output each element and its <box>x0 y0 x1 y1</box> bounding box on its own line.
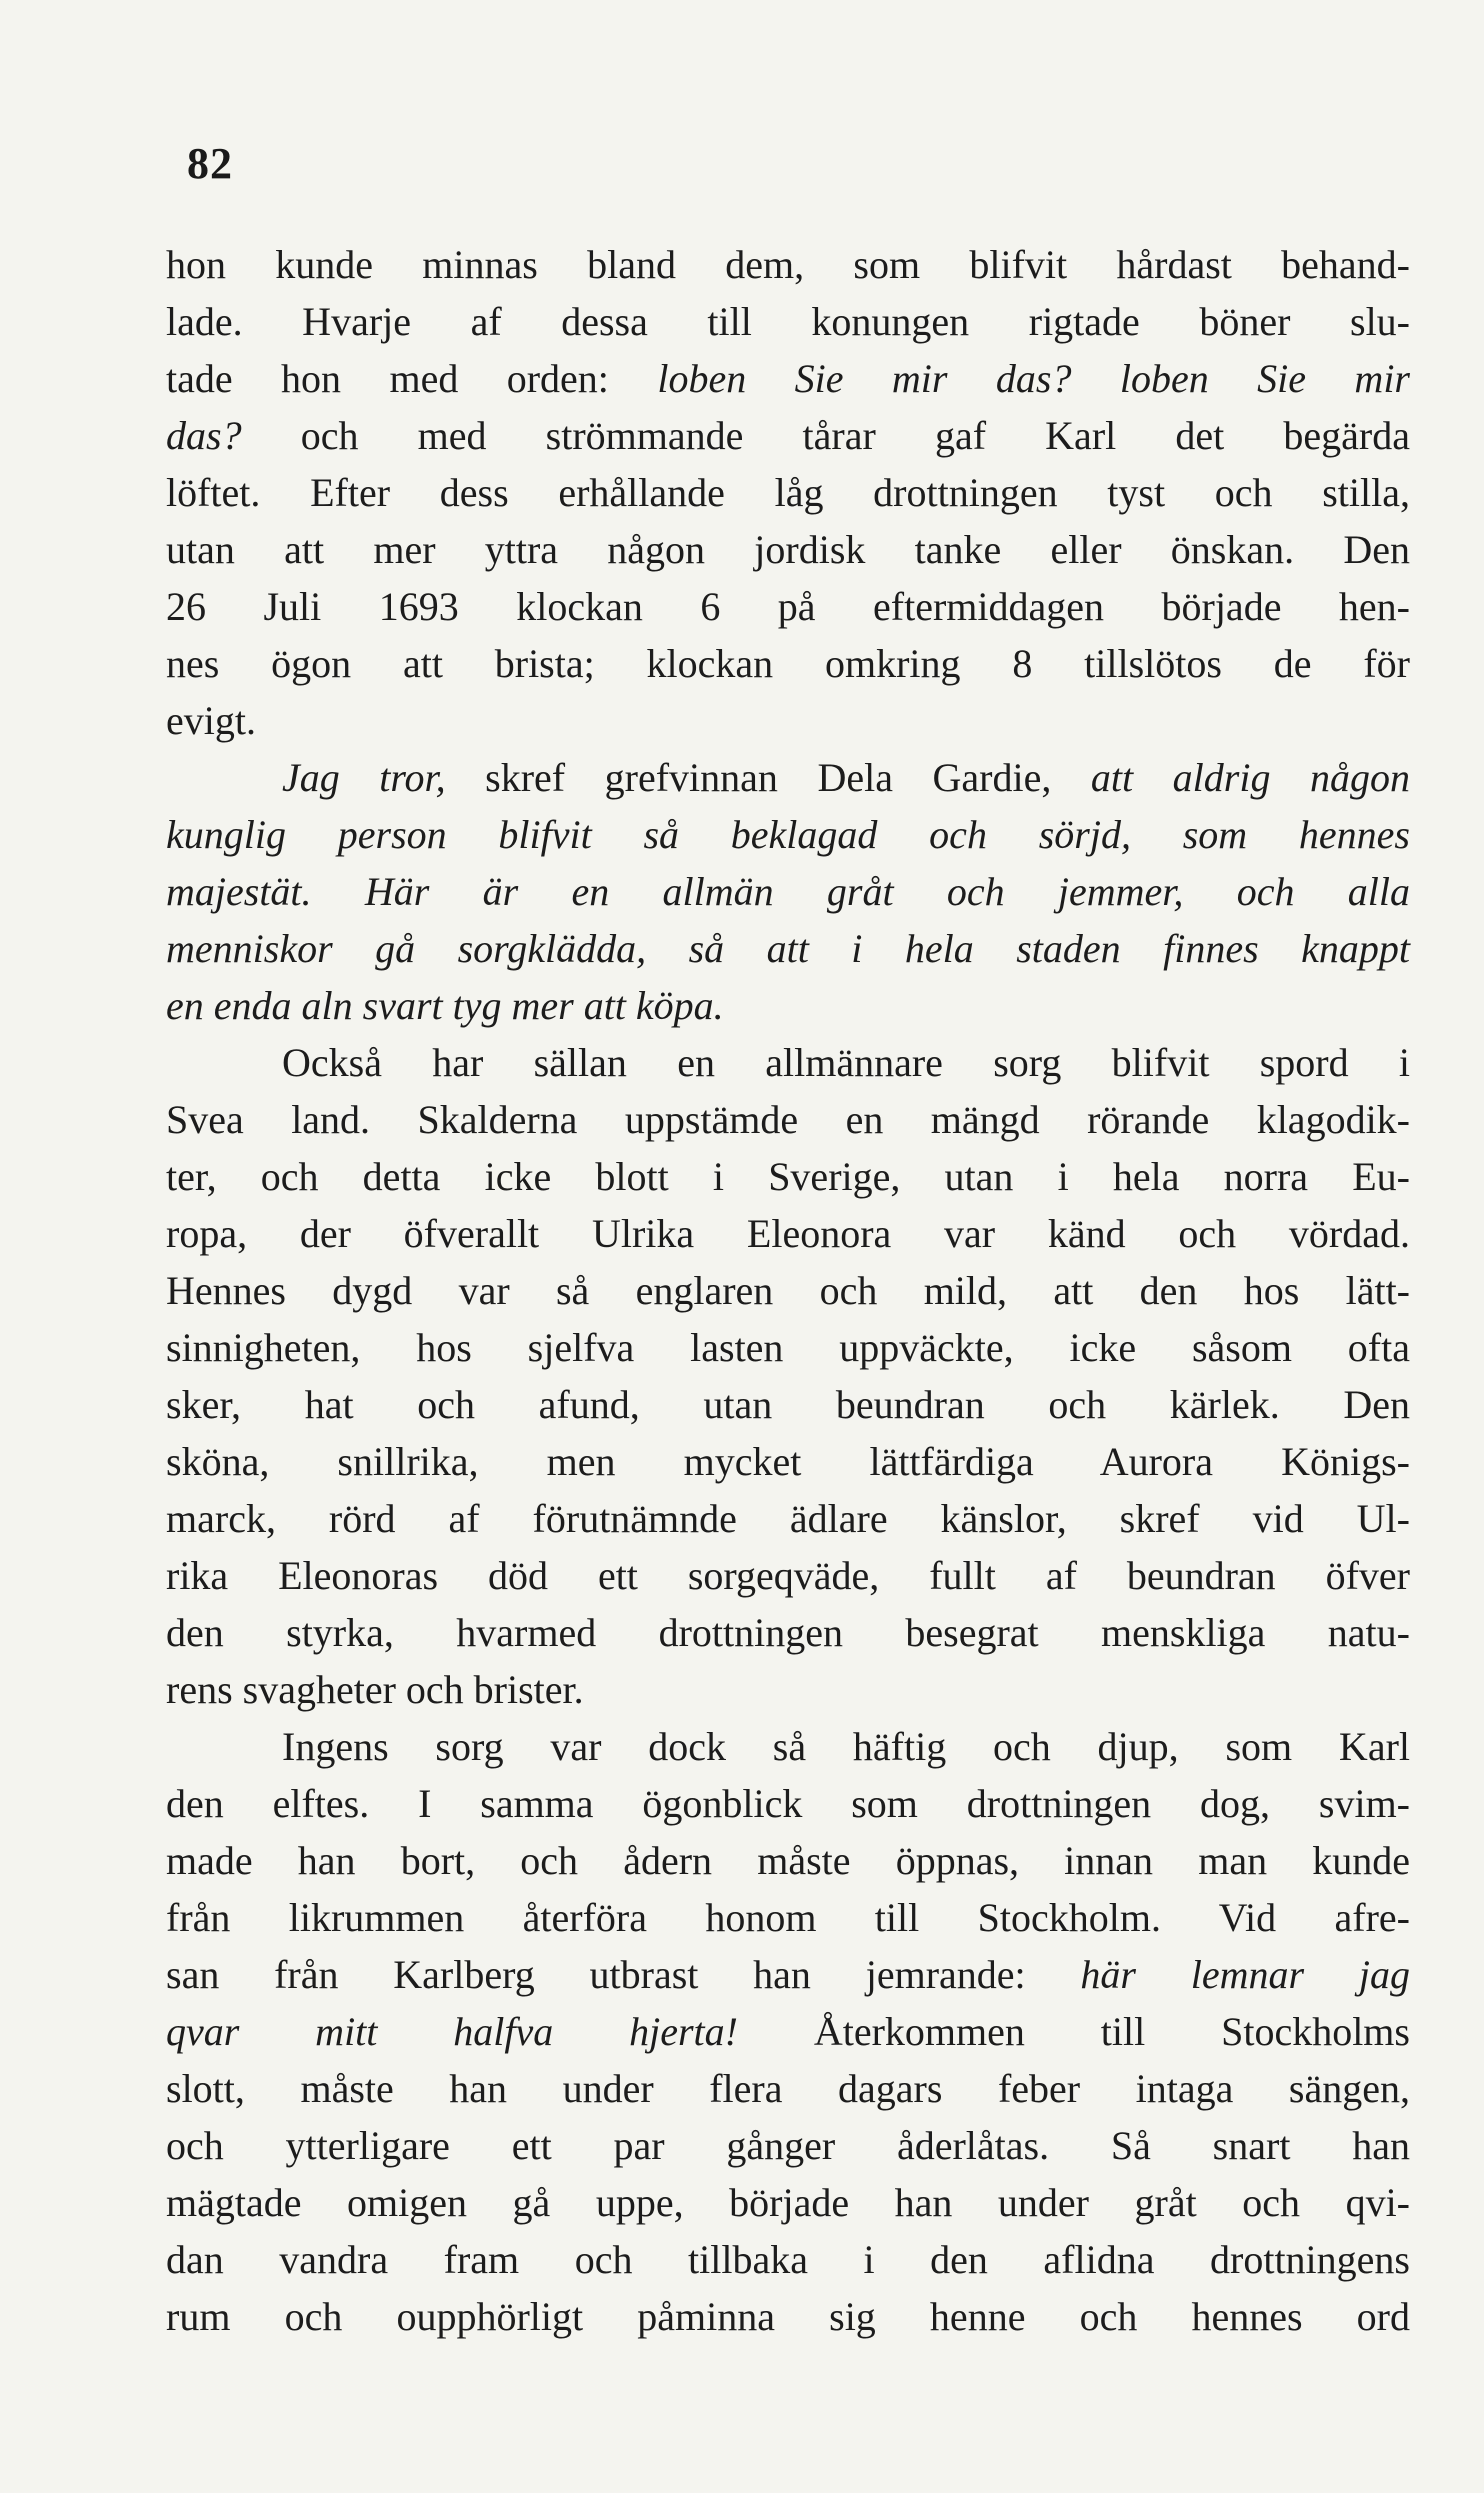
text-line: rika Eleonoras död ett sorgeqväde, fullt af beundran öfver <box>166 1553 1410 1598</box>
text-line: evigt. <box>166 698 256 743</box>
text-line: löftet. Efter dess erhållande låg drottningen tyst och stilla, <box>166 470 1410 515</box>
text-line: hon kunde minnas bland dem, som blifvit hårdast behand- <box>166 242 1410 287</box>
text-line: Också har sällan en allmännare sorg blifvit spord i <box>282 1040 1410 1085</box>
text-line: rens svagheter och brister. <box>166 1667 584 1712</box>
text-segment: här lemnar jag <box>1080 1952 1410 1997</box>
text-line: 26 Juli 1693 klockan 6 på eftermiddagen började hen- <box>166 584 1410 629</box>
text-line <box>166 2003 1410 2060</box>
text-line: en enda aln svart tyg mer att köpa. <box>166 983 724 1028</box>
page-number: 82 <box>187 139 233 188</box>
text-line: slott, måste han under flera dagars feber intaga sängen, <box>166 2066 1410 2111</box>
text-segment: Återkommen till Stockholms <box>737 2009 1410 2054</box>
text-segment: loben Sie mir das? loben Sie mir <box>657 356 1410 401</box>
text-line: den styrka, hvarmed drottningen besegrat menskliga natu- <box>166 1610 1410 1655</box>
text-line <box>166 749 1410 806</box>
text-line: kunglig person blifvit så beklagad och sörjd, som hennes <box>166 812 1410 857</box>
text-line: ropa, der öfverallt Ulrika Eleonora var känd och vördad. <box>166 1211 1410 1256</box>
text-segment: tade hon med orden: <box>166 356 658 401</box>
text-line <box>166 1946 1410 2003</box>
text-segment: Jag tror, <box>282 755 446 800</box>
text-line: sinnigheten, hos sjelfva lasten uppväckte, icke såsom ofta <box>166 1325 1410 1370</box>
text-line: made han bort, och ådern måste öppnas, innan man kunde <box>166 1838 1410 1883</box>
text-line: menniskor gå sorgklädda, så att i hela staden finnes knappt <box>166 926 1410 971</box>
text-segment: qvar mitt halfva hjerta! <box>166 2009 738 2054</box>
text-line <box>166 407 1410 464</box>
text-line: sköna, snillrika, men mycket lättfärdiga Aurora Königs- <box>166 1439 1410 1484</box>
body-text <box>166 236 1410 2345</box>
text-segment: das? <box>166 413 242 458</box>
text-line: rum och oupphörligt påminna sig henne och hennes ord <box>166 2294 1410 2339</box>
text-line: lade. Hvarje af dessa till konungen rigtade böner slu- <box>166 299 1410 344</box>
text-line: utan att mer yttra någon jordisk tanke eller önskan. Den <box>166 527 1410 572</box>
text-line: nes ögon att brista; klockan omkring 8 tillslötos de för <box>166 641 1410 686</box>
text-line: och ytterligare ett par gånger åderlåtas. Så snart han <box>166 2123 1410 2168</box>
text-line: mägtade omigen gå uppe, började han under gråt och qvi- <box>166 2180 1410 2225</box>
text-line: Svea land. Skalderna uppstämde en mängd rörande klagodik- <box>166 1097 1410 1142</box>
text-line: dan vandra fram och tillbaka i den aflidna drottningens <box>166 2237 1410 2282</box>
text-line: marck, rörd af förutnämnde ädlare känslor, skref vid Ul- <box>166 1496 1410 1541</box>
text-line: majestät. Här är en allmän gråt och jemmer, och alla <box>166 869 1410 914</box>
text-line: den elftes. I samma ögonblick som drottningen dog, svim- <box>166 1781 1410 1826</box>
text-line: sker, hat och afund, utan beundran och kärlek. Den <box>166 1382 1410 1427</box>
text-line: från likrummen återföra honom till Stockholm. Vid afre- <box>166 1895 1410 1940</box>
text-line: ter, och detta icke blott i Sverige, utan i hela norra Eu- <box>166 1154 1410 1199</box>
text-line <box>166 350 1410 407</box>
text-segment: och med strömmande tårar gaf Karl det begärda <box>241 413 1410 458</box>
text-line: Hennes dygd var så englaren och mild, att den hos lätt- <box>166 1268 1410 1313</box>
text-segment: skref grefvinnan Dela Gardie, <box>445 755 1091 800</box>
text-segment: att aldrig någon <box>1090 755 1410 800</box>
text-segment: san från Karlberg utbrast han jemrande: <box>166 1952 1081 1997</box>
text-line: Ingens sorg var dock så häftig och djup, som Karl <box>282 1724 1410 1769</box>
